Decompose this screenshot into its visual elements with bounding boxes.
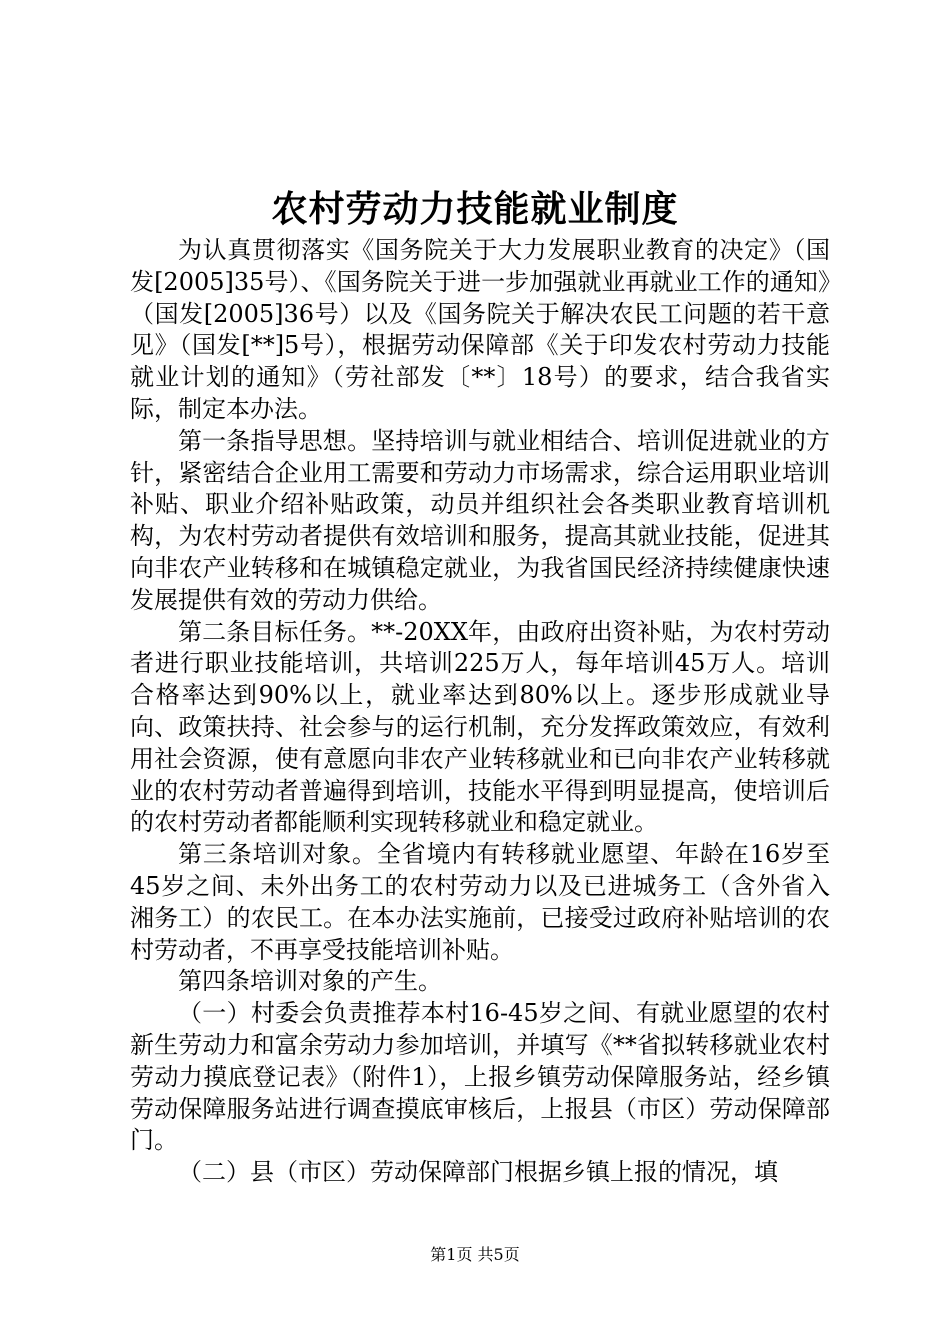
paragraph-preamble: 为认真贯彻落实《国务院关于大力发展职业教育的决定》（国发[2005]35号）、《国务院关于进一步加强就业再就业工作的通知》（国发[2005]36号）以及《国务院关于解决农民工问题的若干意见》（国发[**]5号），根据劳动保障部《关于印发农村劳动力技能就业计划的通知》（劳社部发〔**〕18号）的要求，结合我省实际，制定本办法。 [130, 236, 830, 423]
paragraph-article-1: 第一条指导思想。坚持培训与就业相结合、培训促进就业的方针，紧密结合企业用工需要和劳动力市场需求，综合运用职业培训补贴、职业介绍补贴政策，动员并组织社会各类职业教育培训机构，为农村劳动者提供有效培训和服务，提高其就业技能，促进其向非农产业转移和在城镇稳定就业，为我省国民经济持续健康快速发展提供有效的劳动力供给。 [130, 426, 830, 614]
paragraph-article-4-item-2: （二）县（市区）劳动保障部门根据乡镇上报的情况，填 [178, 1158, 778, 1187]
document-body [130, 235, 830, 1189]
paragraph-article-4-item-1: （一）村委会负责推荐本村16-45岁之间、有就业愿望的农村新生劳动力和富余劳动力参加培训，并填写《**省拟转移就业农村劳动力摸底登记表》（附件1），上报乡镇劳动保障服务站，经乡镇劳动保障服务站进行调查摸底审核后，上报县（市区）劳动保障部门。 [130, 999, 830, 1155]
paragraph-article-2: 第二条目标任务。**-20XX年，由政府出资补贴，为农村劳动者进行职业技能培训，共培训225万人，每年培训45万人。培训合格率达到90%以上，就业率达到80%以上。逐步形成就业导向、政策扶持、社会参与的运行机制，充分发挥政策效应，有效利用社会资源，使有意愿向非农产业转移就业和已向非农产业转移就业的农村劳动者普遍得到培训，技能水平得到明显提高，使培训后的农村劳动者都能顺利实现转移就业和稳定就业。 [130, 617, 830, 837]
paragraph-article-3: 第三条培训对象。全省境内有转移就业愿望、年龄在16岁至45岁之间、未外出务工的农村劳动力以及已进城务工（含外省入湘务工）的农民工。在本办法实施前，已接受过政府补贴培训的农村劳动者，不再享受技能培训补贴。 [130, 840, 830, 964]
document-title: 农村劳动力技能就业制度 [271, 188, 679, 230]
paragraph-article-4: 第四条培训对象的产生。 [178, 967, 442, 996]
page-number-footer: 第1页 共5页 [430, 1245, 520, 1264]
